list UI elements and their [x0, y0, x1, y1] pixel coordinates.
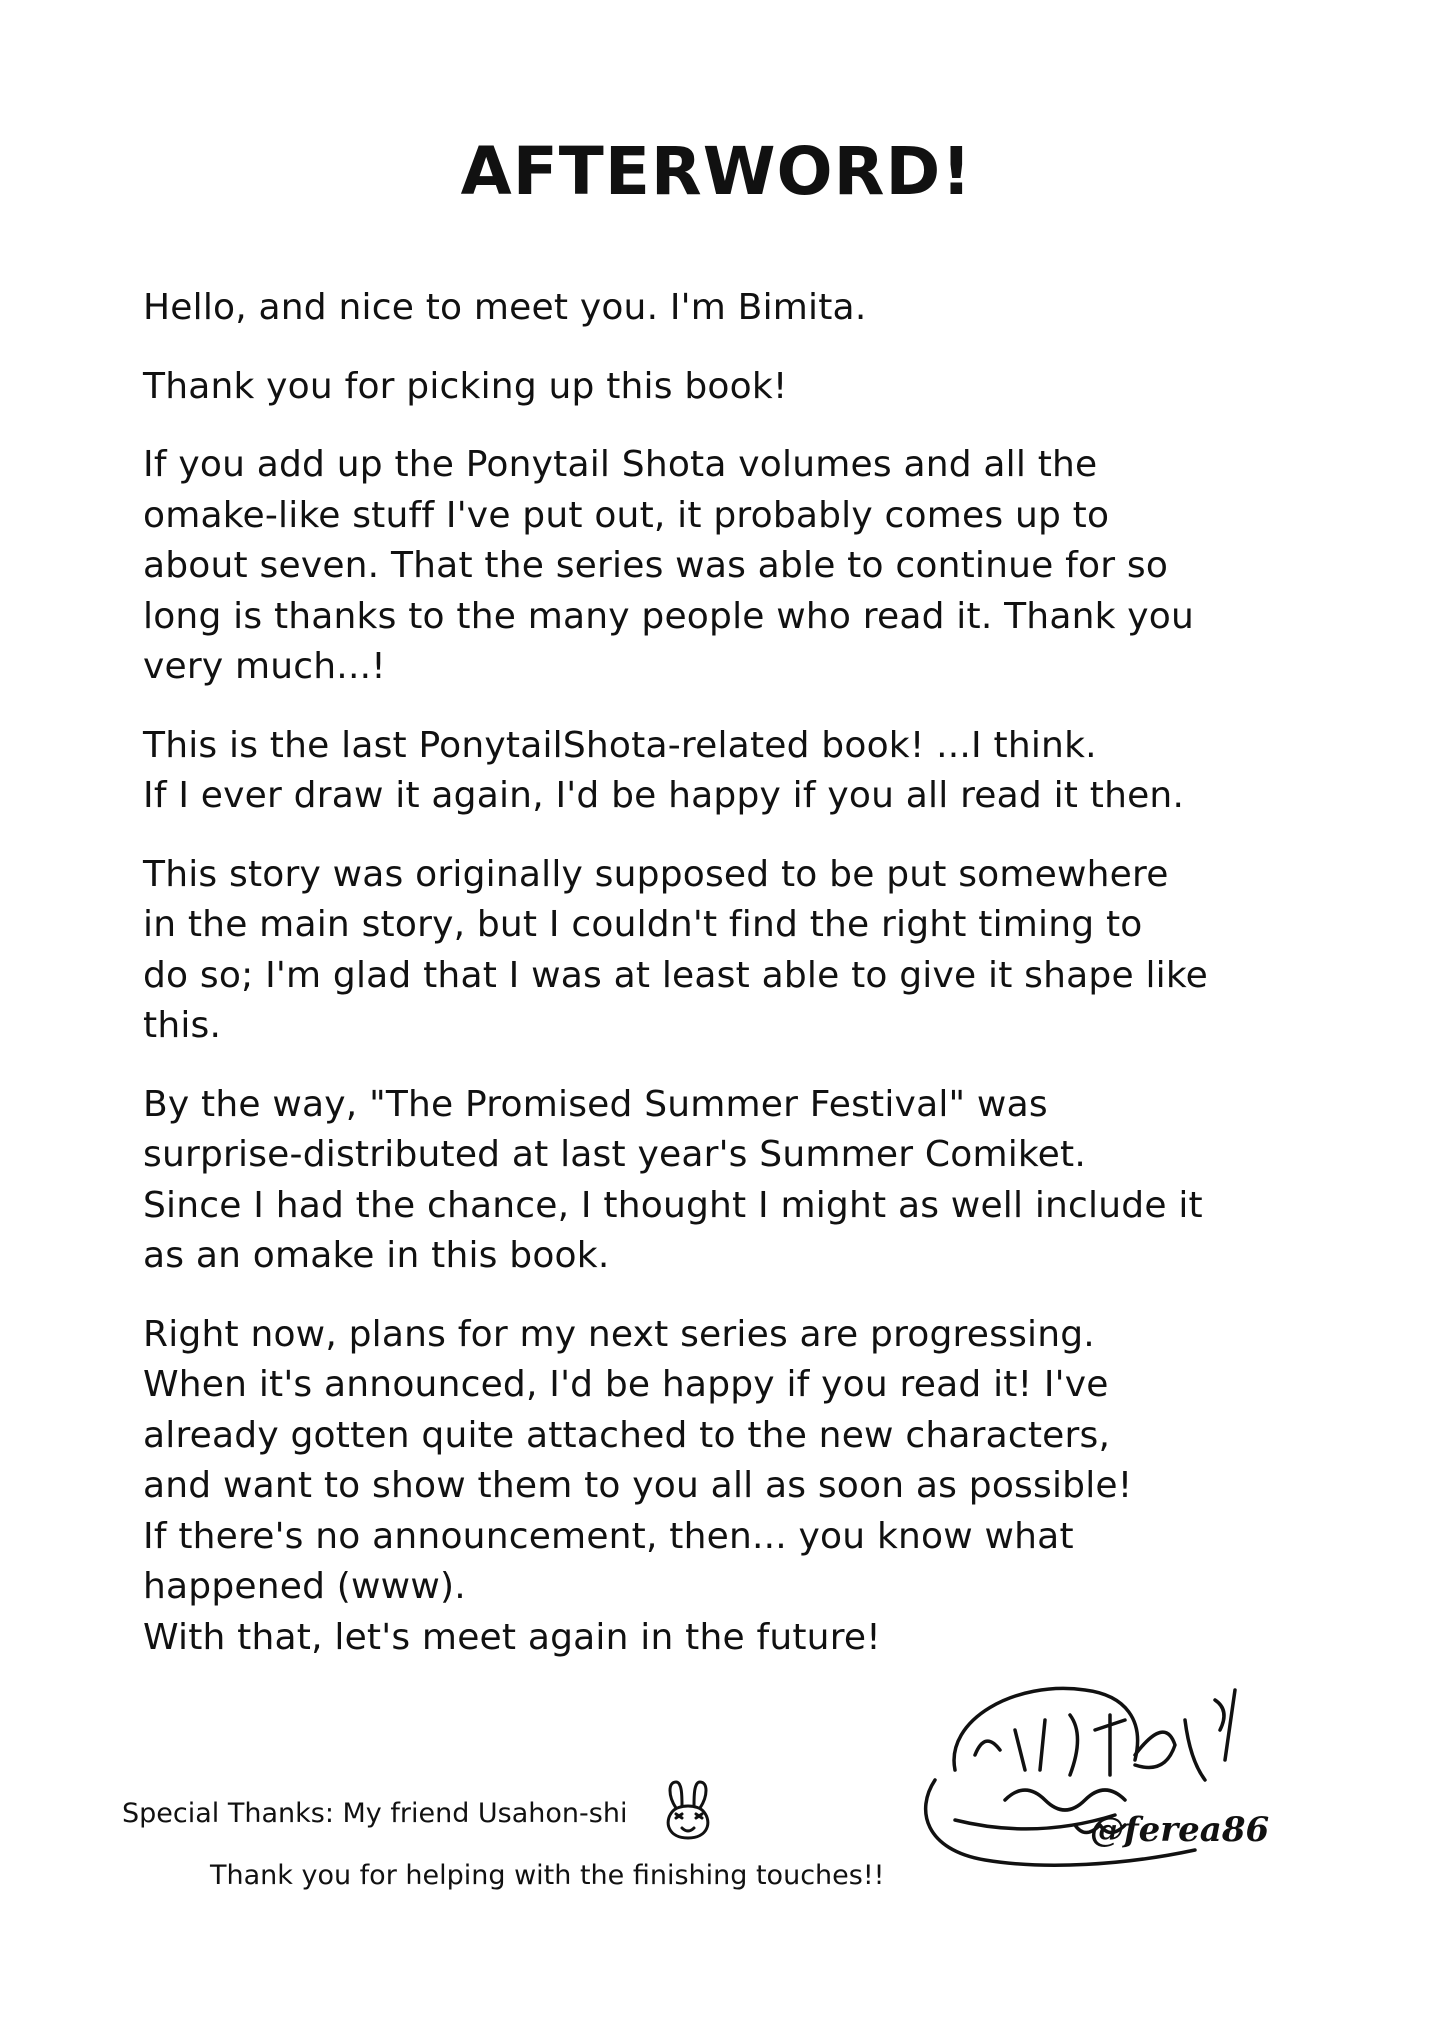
text-line: this.	[143, 1005, 222, 1046]
text-line: and want to show them to you all as soon as possible!	[143, 1465, 1133, 1506]
bunny-doodle-icon	[660, 1778, 716, 1842]
text-line: Hello, and nice to meet you. I'm Bimita.	[143, 287, 867, 328]
text-line: very much...!	[143, 646, 386, 687]
text-line: surprise-distributed at last year's Summer Comiket.	[143, 1134, 1086, 1175]
text-line: omake-like stuff I've put out, it probably comes up to	[143, 494, 1110, 536]
paragraph	[143, 721, 1313, 822]
text-line: If there's no announcement, then... you know what	[143, 1515, 1074, 1557]
text-line: By the way, "The Promised Summer Festival" was	[143, 1083, 1048, 1125]
afterword-body	[143, 283, 1313, 1691]
paragraph	[143, 362, 1313, 413]
text-line: already gotten quite attached to the new characters,	[143, 1414, 1111, 1456]
text-line: If you add up the Ponytail Shota volumes and all the	[143, 444, 1098, 485]
text-line: long is thanks to the many people who read it. Thank you	[143, 595, 1195, 637]
thanks-finishing-touches: Thank you for helping with the finishing touches!!	[210, 1860, 885, 1891]
paragraph	[143, 1310, 1313, 1664]
page-title: AFTERWORD!	[460, 133, 973, 210]
text-line: Since I had the chance, I thought I might as well include it	[143, 1184, 1203, 1226]
text-line: as an omake in this book.	[143, 1235, 610, 1276]
paragraph	[143, 1080, 1313, 1282]
text-line: happened (www).	[143, 1566, 466, 1607]
text-line: When it's announced, I'd be happy if you read it! I've	[143, 1364, 1109, 1405]
text-line: This story was originally supposed to be put somewhere	[143, 853, 1169, 895]
text-line: about seven. That the series was able to continue for so	[143, 545, 1169, 586]
signature-handle: @ferea86	[1090, 1810, 1270, 1850]
paragraph	[143, 850, 1313, 1052]
text-line: With that, let's meet again in the future!	[143, 1616, 881, 1658]
text-line: Right now, plans for my next series are progressing.	[143, 1313, 1095, 1355]
special-thanks: Special Thanks: My friend Usahon-shi	[122, 1798, 628, 1829]
paragraph	[143, 440, 1313, 693]
text-line: Thank you for picking up this book!	[143, 365, 788, 407]
text-line: If I ever draw it again, I'd be happy if you all read it then.	[143, 775, 1185, 816]
paragraph	[143, 283, 1313, 334]
text-line: do so; I'm glad that I was at least able to give it shape like	[143, 954, 1208, 996]
text-line: This is the last PonytailShota-related book! ...I think.	[143, 724, 1097, 766]
text-line: in the main story, but I couldn't find the right timing to	[143, 904, 1143, 945]
